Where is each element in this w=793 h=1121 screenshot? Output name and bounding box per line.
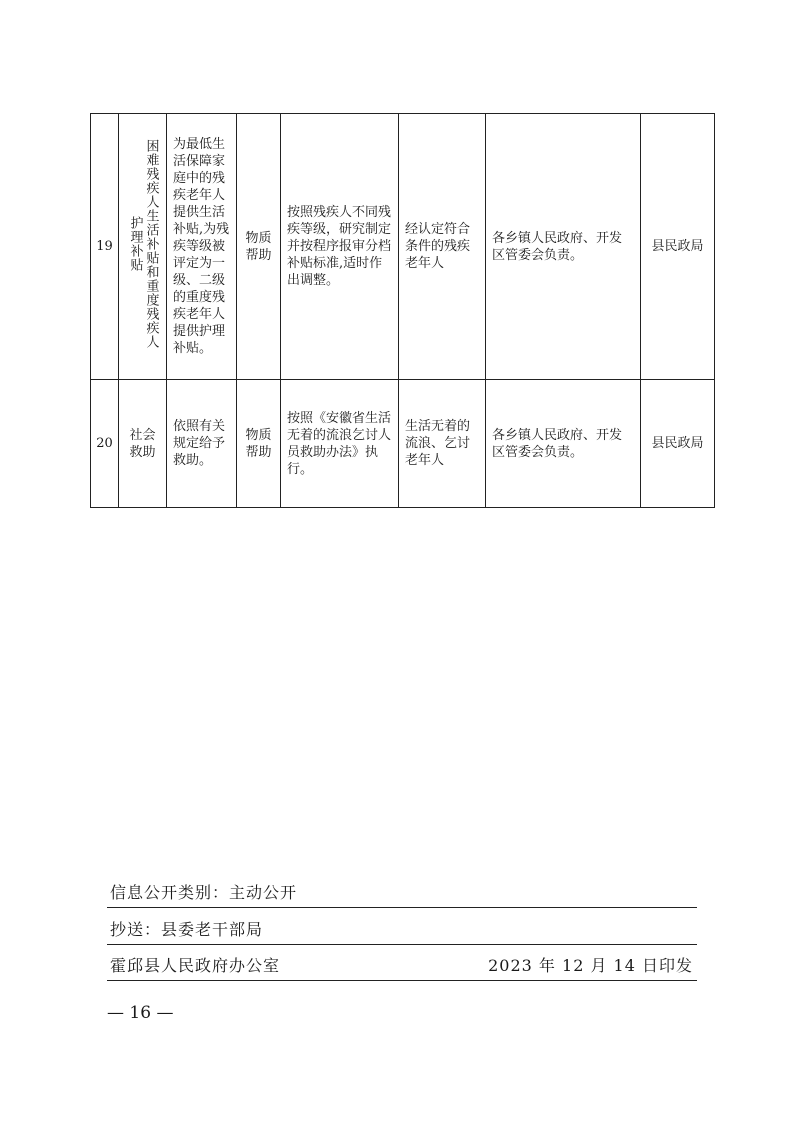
item-name-cell [119,114,167,380]
cc-line: 抄送：县委老干部局 [110,920,264,939]
footer-divider [107,907,697,908]
service-type: 物质帮助 [237,114,281,380]
service-standard: 按照残疾人不同残疾等级，研究制定并按程序报审分档补贴标准,适时作出调整。 [281,114,399,380]
service-standard: 按照《安徽省生活无着的流浪乞讨人员救助办法》执行。 [281,380,399,508]
disclosure-category: 信息公开类别：主动公开 [110,883,298,902]
footer-divider [107,944,697,945]
item-name: 困难残疾人生活补贴和重度残疾人护理补贴 [127,139,159,349]
issuer: 霍邱县人民政府办公室 [110,956,281,975]
service-target: 生活无着的流浪、乞讨老年人 [399,380,486,508]
service-content: 依照有关规定给予救助。 [167,380,237,508]
lead-department: 县民政局 [641,114,715,380]
service-type: 物质帮助 [237,380,281,508]
table-row [91,380,715,508]
service-content: 为最低生活保障家庭中的残疾老年人提供生活补贴,为残疾等级被评定为一级、二级的重度残疾老年人提供护理补贴。 [167,114,237,380]
row-number: 20 [91,380,119,508]
page-number: — 16 — [107,1003,174,1023]
issue-date: 2023 年 12 月 14 日印发 [488,956,693,975]
policy-table [90,113,715,508]
footer-divider [107,980,697,981]
implementing-body: 各乡镇人民政府、开发区管委会负责。 [486,114,641,380]
table-row [91,114,715,380]
item-name: 社会救助 [119,380,167,508]
service-target: 经认定符合条件的残疾老年人 [399,114,486,380]
lead-department: 县民政局 [641,380,715,508]
implementing-body: 各乡镇人民政府、开发区管委会负责。 [486,380,641,508]
row-number: 19 [91,114,119,380]
